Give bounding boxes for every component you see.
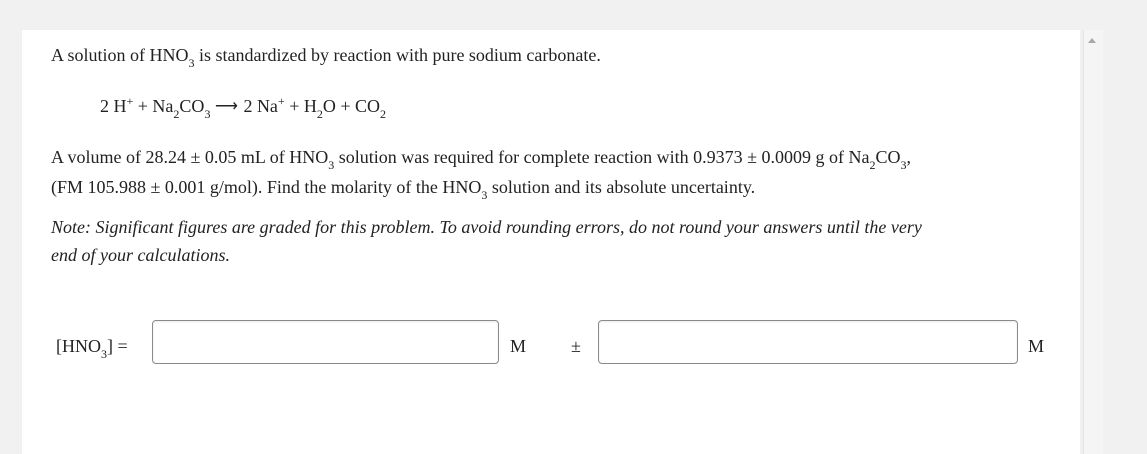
plus-minus-symbol: ± — [571, 336, 581, 356]
answer-label: $[HNO_3]$ = — [56, 336, 128, 361]
problem-line-2: (FM 105.988 ± 0.001 g/mol). Find the molarity of the $HNO_3$ solution and its absolute uncertainty. — [51, 177, 756, 202]
molarity-unit: M — [510, 336, 527, 356]
vertical-scrollbar[interactable] — [1083, 30, 1103, 454]
uncertainty-unit: M — [1028, 336, 1045, 356]
note-line-1: Note: Significant figures are graded for this problem. To avoid rounding errors, do not round your answers until the very — [51, 217, 922, 237]
intro-text: A solution of $HNO_3$ is standardized by reaction with pure sodium carbonate. — [51, 45, 601, 70]
question-card — [22, 30, 1080, 454]
note-line-2: end of your calculations. — [51, 245, 230, 265]
molarity-input[interactable] — [152, 320, 499, 364]
uncertainty-input[interactable] — [598, 320, 1018, 364]
reaction-arrow-icon: ⟶ — [214, 98, 238, 115]
problem-line-1: A volume of 28.24 ± 0.05 mL of $HNO_3$ solution was required for complete reaction with 0.9373 ± 0.0009 g of $Na_2CO_3$, — [51, 147, 911, 172]
scroll-up-arrow-icon[interactable] — [1088, 38, 1096, 43]
reaction-equation: 2 $H^+ + Na_2CO_3$ ⟶ 2 $Na^+ + H_2O + CO_2$ — [100, 94, 387, 121]
